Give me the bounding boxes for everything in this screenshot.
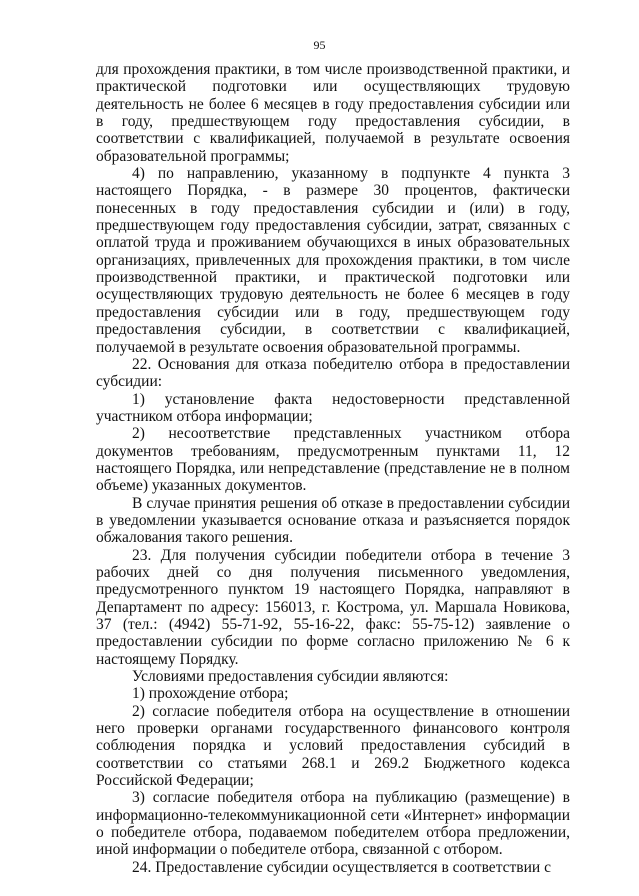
paragraph-4: 1) установление факта недостоверности представленной участником отбора информации;: [96, 390, 570, 425]
paragraph-12: 24. Предоставление субсидии осуществляется в соответствии с: [132, 858, 551, 876]
paragraph-3: 22. Основания для отказа победителю отбора в предоставлении субсидии:: [96, 355, 570, 391]
paragraph-8: Условиями предоставления субсидии являются:: [132, 668, 449, 686]
document-body: [96, 61, 570, 876]
paragraph-7: 23. Для получения субсидии победители отбора в течение 3 рабочих дней со дня получения письменного уведомления, предусмотренного пунктом 19 настоящего Порядка, направляют в Департамент по адресу: 156013, г. Кострома, ул. Маршала Новикова, 37 (тел.: (4942) 55-71-92, 55-16-22, факс: 55-75-12) заявление о предоставлении субсидии по форме согласно приложению № 6 к настоящему Порядку.: [96, 546, 570, 668]
paragraph-11: 3) согласие победителя отбора на публикацию (размещение) в информационно-телекоммуникационной сети «Интернет» информации о победителе отбора, подаваемом победителем отбора предложении, иной информации о победителе отбора, связанной с отбором.: [96, 789, 570, 859]
paragraph-2: 4) по направлению, указанному в подпункте 4 пункта 3 настоящего Порядка, - в размере 30 процентов, фактически понесенных в году предоставления субсидии и (или) в году, предшествующем году предоставления субсидии, затрат, связанных с оплатой труда и проживанием обучающихся в иных образовательных организациях, привлеченных для прохождения практики, в том числе производственной практики, и практической подготовки или осуществляющих трудовую деятельность не более 6 месяцев в году предоставления субсидии или в году, предшествующем году предоставления субсидии, в соответствии с квалификацией, получаемой в результате освоения образовательной программы.: [96, 165, 570, 356]
paragraph-1: для прохождения практики, в том числе производственной практики, и практической подготовки или осуществляющих трудовую деятельность не более 6 месяцев в году предоставления субсидии или в году, предшествующем году предоставления субсидии, в соответствии с квалификацией, получаемой в результате освоения образовательной программы;: [96, 61, 570, 165]
paragraph-10: 2) согласие победителя отбора на осуществление в отношении него проверки органами государственного финансового контроля соблюдения порядка и условий предоставления субсидий в соответствии со статьями 268.1 и 269.2 Бюджетного кодекса Российской Федерации;: [96, 702, 570, 790]
page-number: 95: [313, 38, 326, 52]
paragraph-9: 1) прохождение отбора;: [132, 685, 289, 703]
paragraph-6: В случае принятия решения об отказе в предоставлении субсидии в уведомлении указывается основание отказа и разъясняется порядок обжалования такого решения.: [96, 494, 570, 547]
paragraph-5: 2) несоответствие представленных участником отбора документов требованиям, предусмотренным пунктами 11, 12 настоящего Порядка, или непредставление (представление не в полном объеме) указанных документов.: [96, 425, 570, 495]
